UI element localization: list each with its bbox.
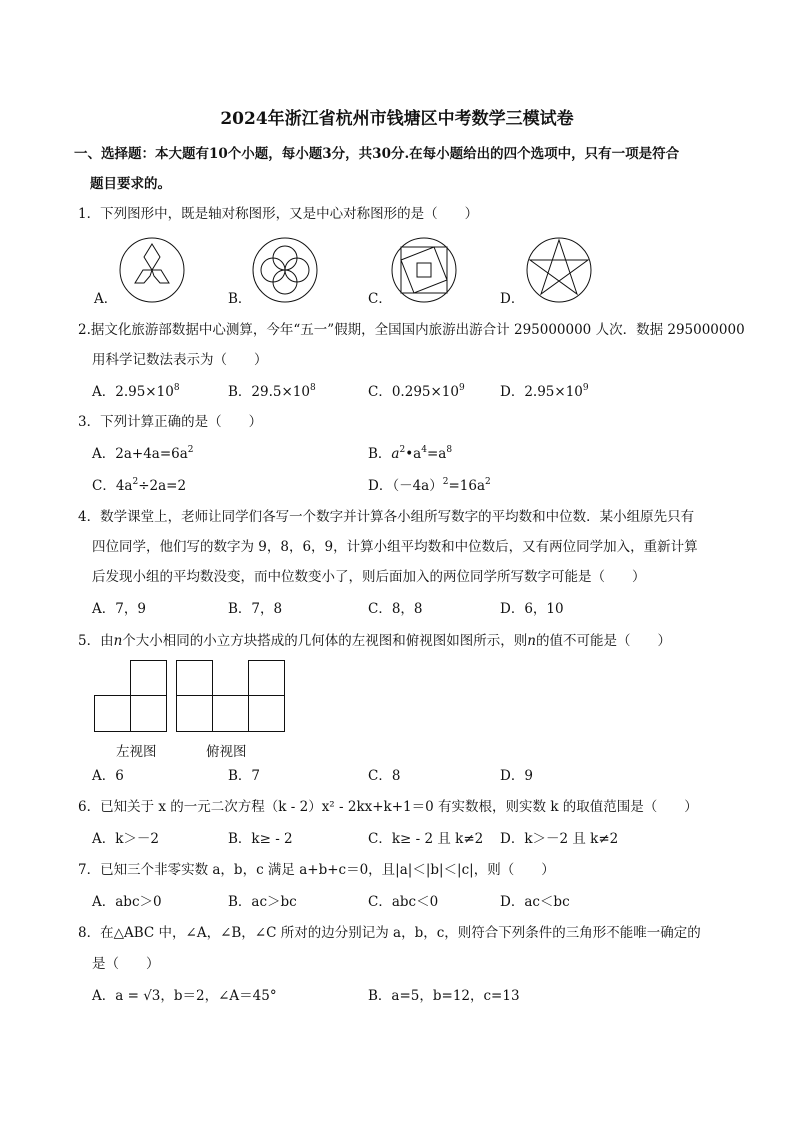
q1-option-a[interactable]: A． — [94, 291, 118, 307]
q1-figure-a-mitsubishi-icon — [118, 236, 186, 304]
q1-option-b[interactable]: B． — [228, 291, 252, 307]
q5-left-view-caption: 左视图 — [116, 744, 157, 760]
q5-stem: 5．由n个大小相同的小立方块搭成的几何体的左视图和俯视图如图所示，则n的值不可能是（ ） — [78, 633, 671, 649]
q2-option-b[interactable]: B．$29.5\times 10^8$ — [228, 383, 316, 400]
q5-option-c[interactable]: C．8 — [368, 768, 401, 784]
q6-stem: 6．已知关于 x 的一元二次方程（k - 2）x² - 2kx+k+1＝0 有实数根，则实数 k 的取值范围是（ ） — [78, 799, 698, 815]
q2-stem-line2: 用科学记数法表示为（ ） — [92, 352, 268, 368]
q7-option-d[interactable]: D．ac＜bc — [500, 894, 570, 910]
q6-option-c[interactable]: C．k≥ - 2 且 k≠2 — [368, 831, 484, 847]
q4-stem-line3: 后发现小组的平均数没变，而中位数变小了，则后面加入的两位同学所写数字可能是（ ） — [92, 569, 646, 585]
q8-option-b[interactable]: B．a=5，b=12，c=13 — [368, 988, 520, 1004]
q7-option-c[interactable]: C．abc＜0 — [368, 894, 439, 910]
q2-option-a[interactable]: A．$2.95\times 10^8$ — [92, 383, 180, 400]
q2-option-c[interactable]: C．$0.295\times 10^9$ — [368, 383, 465, 400]
q2-stem-line1: 2.据文化旅游部数据中心测算，今年“五一”假期，全国国内旅游出游合计 295000000 人次．数据 295000000 — [78, 322, 745, 338]
q1-figure-c-square-pinwheel-icon — [390, 236, 458, 304]
section-heading-line2: 题目要求的。 — [90, 176, 171, 192]
q1-stem: 1．下列图形中，既是轴对称图形，又是中心对称图形的是（ ） — [78, 206, 479, 222]
q7-option-b[interactable]: B．ac＞bc — [228, 894, 297, 910]
q8-stem-line2: 是（ ） — [92, 956, 160, 972]
q6-option-d[interactable]: D．k＞－2 且 k≠2 — [500, 831, 619, 847]
q1-figure-d-star-icon — [525, 236, 593, 304]
q5-option-a[interactable]: A．6 — [92, 768, 124, 784]
q7-stem: 7．已知三个非零实数 a，b，c 满足 a+b+c＝0，且|a|＜|b|＜|c|，则（ ） — [78, 862, 555, 878]
q2-option-d[interactable]: D．$2.95\times 10^9$ — [500, 383, 589, 400]
q5-left-view-figure — [94, 660, 168, 732]
q3-option-c[interactable]: C．$4a^2\div 2a=2$ — [92, 477, 187, 494]
q3-option-a[interactable]: A．$2a+4a=6a^2$ — [92, 445, 194, 462]
q5-top-view-figure — [176, 660, 286, 732]
q4-option-d[interactable]: D．6，10 — [500, 601, 564, 617]
q4-option-b[interactable]: B．7，8 — [228, 601, 283, 617]
q5-top-view-caption: 俯视图 — [206, 744, 247, 760]
q4-option-a[interactable]: A．7，9 — [92, 601, 146, 617]
q3-option-d[interactable]: D．$(-4a)^2=16a^2$ — [368, 477, 491, 494]
q5-option-b[interactable]: B．7 — [228, 768, 261, 784]
q4-stem-line2: 四位同学，他们写的数字为 9，8，6，9，计算小组平均数和中位数后，又有两位同学加入，重新计算 — [92, 539, 698, 555]
section-heading-line1: 一、选择题：本大题有10个小题，每小题3分，共30分.在每小题给出的四个选项中，只有一项是符合 — [74, 146, 680, 162]
q1-figure-b-four-circles-icon — [251, 236, 319, 304]
exam-title: 2024年浙江省杭州市钱塘区中考数学三模试卷 — [220, 109, 574, 129]
q5-option-d[interactable]: D．9 — [500, 768, 533, 784]
q1-option-d[interactable]: D． — [500, 291, 525, 307]
q4-option-c[interactable]: C．8，8 — [368, 601, 423, 617]
q3-option-b[interactable]: B．$a^2•a^4=a^8$ — [368, 445, 453, 462]
q1-option-c[interactable]: C． — [368, 291, 392, 307]
q3-stem: 3．下列计算正确的是（ ） — [78, 414, 263, 430]
q8-option-a[interactable]: A．a = √3，b＝2，∠A＝45° — [92, 988, 277, 1004]
q6-option-a[interactable]: A．k＞－2 — [92, 831, 160, 847]
q4-stem-line1: 4．数学课堂上，老师让同学们各写一个数字并计算各小组所写数字的平均数和中位数．某小组原先只有 — [78, 509, 695, 525]
q8-stem-line1: 8．在△ABC 中，∠A，∠B，∠C 所对的边分别记为 a，b，c，则符合下列条件的三角形不能唯一确定的 — [78, 925, 701, 941]
q7-option-a[interactable]: A．abc＞0 — [92, 894, 162, 910]
q6-option-b[interactable]: B．k≥ - 2 — [228, 831, 293, 847]
